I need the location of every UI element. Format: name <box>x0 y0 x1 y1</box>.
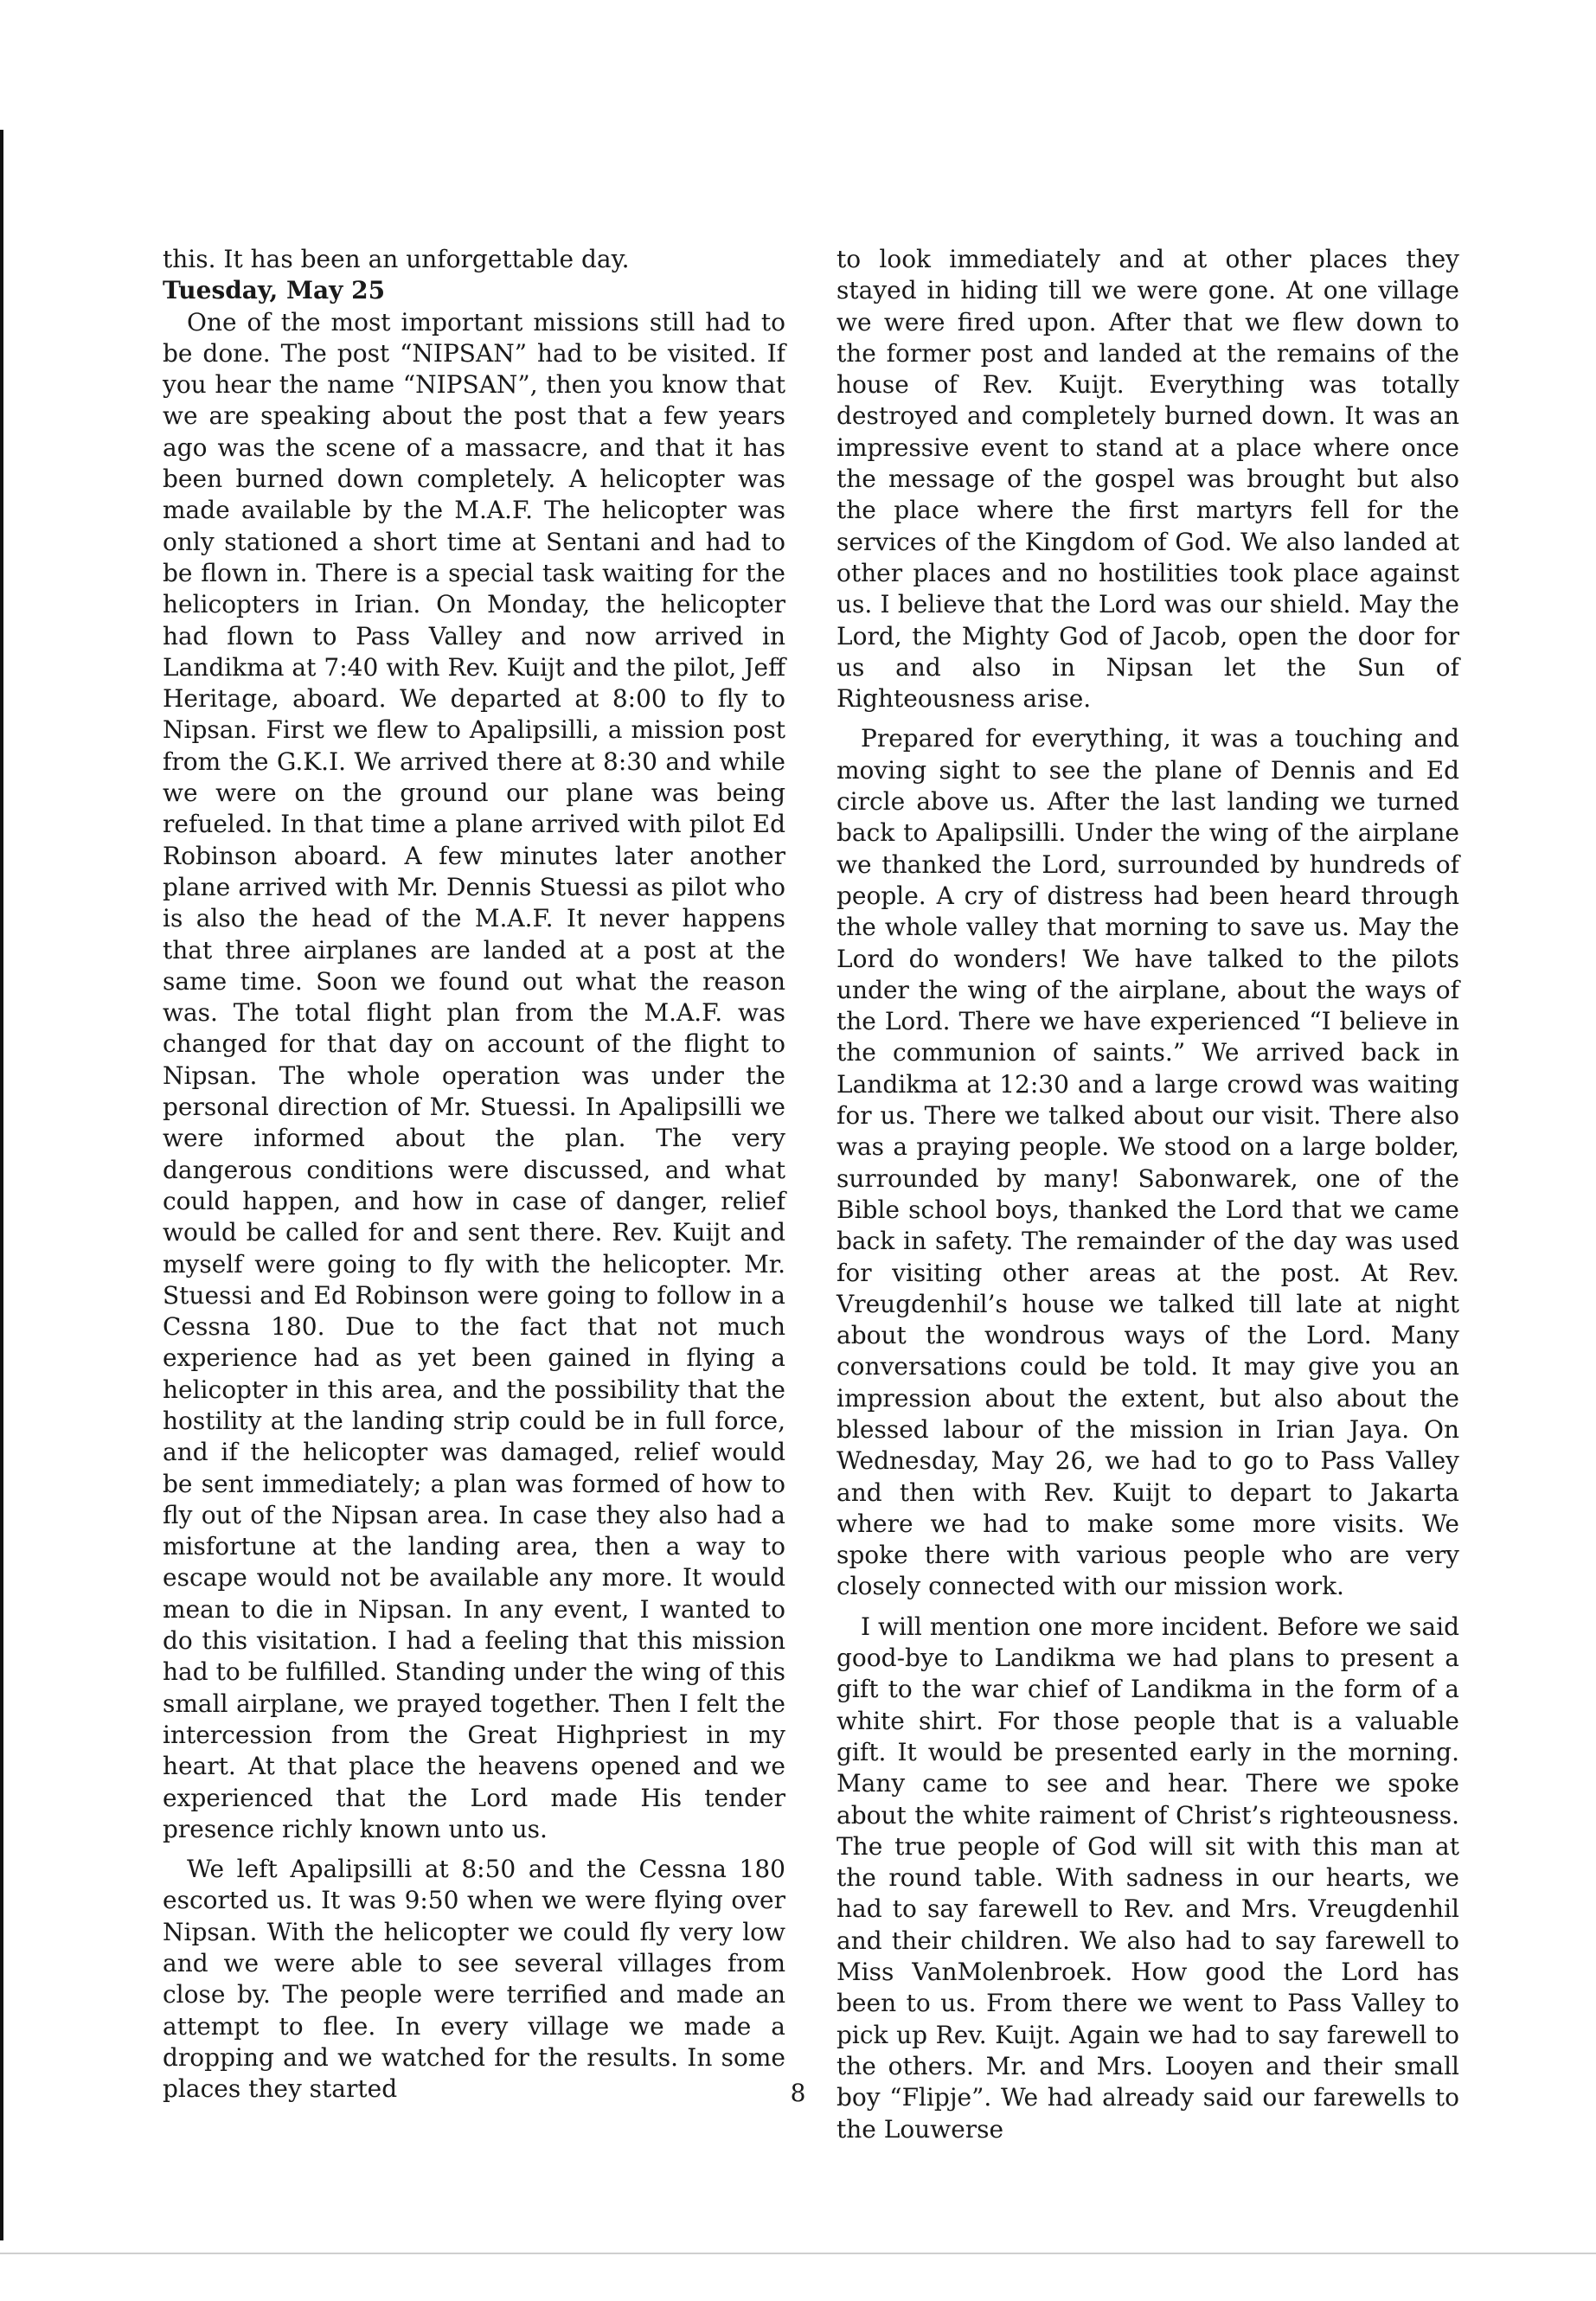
scan-edge-bottom <box>0 2253 1596 2254</box>
left-paragraph-3: We left Apalipsilli at 8:50 and the Cessna 180 escorted us. It was 9:50 when we were flying over Nipsan. With the helicopter we could fly very low and we were able to see several villages from close by. The people were terrified and made an attempt to flee. In every village we made a dropping and we watched for the results. In some places they started <box>163 1855 785 2104</box>
right-column <box>836 244 1459 2145</box>
left-paragraph-1: this. It has been an unforgettable day. <box>163 245 630 273</box>
left-paragraph-2: One of the most important missions still had to be done. The post “NIPSAN” had to be visited. If you hear the name “NIPSAN”, then you know that we are speaking about the post that a few years ago was the scene of a massacre, and that it has been burned down completely. A helicopter was made available by the M.A.F. The helicopter was only stationed a short time at Sentani and had to be flown in. There is a special task waiting for the helicopters in Irian. On Monday, the helicopter had flown to Pass Valley and now arrived in Landikma at 7:40 with Rev. Kuijt and the pilot, Jeff Heritage, aboard. We departed at 8:00 to fly to Nipsan. First we flew to Apalipsilli, a mission post from the G.K.I. We arrived there at 8:30 and while we were on the ground our plane was being refueled. In that time a plane arrived with pilot Ed Robinson aboard. A few minutes later another plane arrived with Mr. Dennis Stuessi as pilot who is also the head of the M.A.F. It never happens that three airplanes are landed at a post at the same time. Soon we found out what the reason was. The total flight plan from the M.A.F. was changed for that day on account of the flight to Nipsan. The whole operation was under the personal direction of Mr. Stuessi. In Apalipsilli we were informed about the plan. The very dangerous conditions were discussed, and what could happen, and how in case of danger, relief would be called for and sent there. Rev. Kuijt and myself were going to fly with the helicopter. Mr. Stuessi and Ed Robinson were going to follow in a Cessna 180. Due to the fact that not much experience had as yet been gained in flying a helicopter in this area, and the possibility that the hostility at the landing strip could be in full force, and if the helicopter was damaged, relief would be sent immediately; a plan was formed of how to fly out of the Nipsan area. In case they also had a misfortune at the landing area, then a way to escape would not be available any more. It would mean to die in Nipsan. In any event, I wanted to do this visitation. I had a feeling that this mission had to be fulfilled. Standing under the wing of this small airplane, we prayed together. Then I felt the intercession from the Great Highpriest in my heart. At that place the heavens opened and we experienced that the Lord made His tender presence richly known unto us. <box>163 307 785 1843</box>
right-paragraph-2: Prepared for everything, it was a touching and moving sight to see the plane of Dennis and Ed circle above us. After the last landing we turned back to Apalipsilli. Under the wing of the airplane we thanked the Lord, surrounded by hundreds of people. A cry of distress had been heard through the whole valley that morning to save us. May the Lord do wonders! We have talked to the pilots under the wing of the airplane, about the ways of the Lord. There we have experienced “I believe in the communion of saints.” We arrived back in Landikma at 12:30 and a large crowd was waiting for us. There we talked about our visit. There also was a praying people. We stood on a large bolder, surrounded by many! Sabonwarek, one of the Bible school boys, thanked the Lord that we came back in safety. The remainder of the day was used for visiting other areas at the post. At Rev. Vreugdenhil’s house we talked till late at night about the wondrous ways of the Lord. Many conversations could be told. It may give you an impression about the extent, but also about the blessed labour of the mission in Irian Jaya. On Wednesday, May 26, we had to go to Pass Valley and then with Rev. Kuijt to depart to Jakarta where we had to make some more visits. We spoke there with various people who are very closely connected with our mission work. <box>836 724 1459 1601</box>
right-paragraph-3: I will mention one more incident. Before we said good-bye to Landikma we had plans to present a gift to the war chief of Landikma in the form of a white shirt. For those people that is a valuable gift. It would be presented early in the morning. Many came to see and hear. There we spoke about the white raiment of Christ’s righteousness. The true people of God will sit with this man at the round table. With sadness in our hearts, we had to say farewell to Rev. and Mrs. Vreugdenhil and their children. We also had to say farewell to Miss VanMolenbroek. How good the Lord has been to us. From there we went to Pass Valley to pick up Rev. Kuijt. Again we had to say farewell to the others. Mr. and Mrs. Looyen and their small boy “Flipje”. We had already said our farewells to the Louwerse <box>836 1612 1459 2144</box>
section-heading: Tuesday, May 25 <box>163 276 386 305</box>
page-number: 8 <box>790 2079 806 2107</box>
left-column <box>163 244 785 2106</box>
right-paragraph-1: to look immediately and at other places they stayed in hiding till we were gone. At one village we were fired upon. After that we flew down to the former post and landed at the remains of the house of Rev. Kuijt. Everything was totally destroyed and completely burned down. It was an impressive event to stand at a place where once the message of the gospel was brought but also the place where the first martyrs fell for the services of the Kingdom of God. We also landed at other places and no hostilities took place against us. I believe that the Lord was our shield. May the Lord, the Mighty God of Jacob, open the door for us and also in Nipsan let the Sun of Righteousness arise. <box>836 245 1459 714</box>
scan-edge-left <box>0 130 3 2240</box>
